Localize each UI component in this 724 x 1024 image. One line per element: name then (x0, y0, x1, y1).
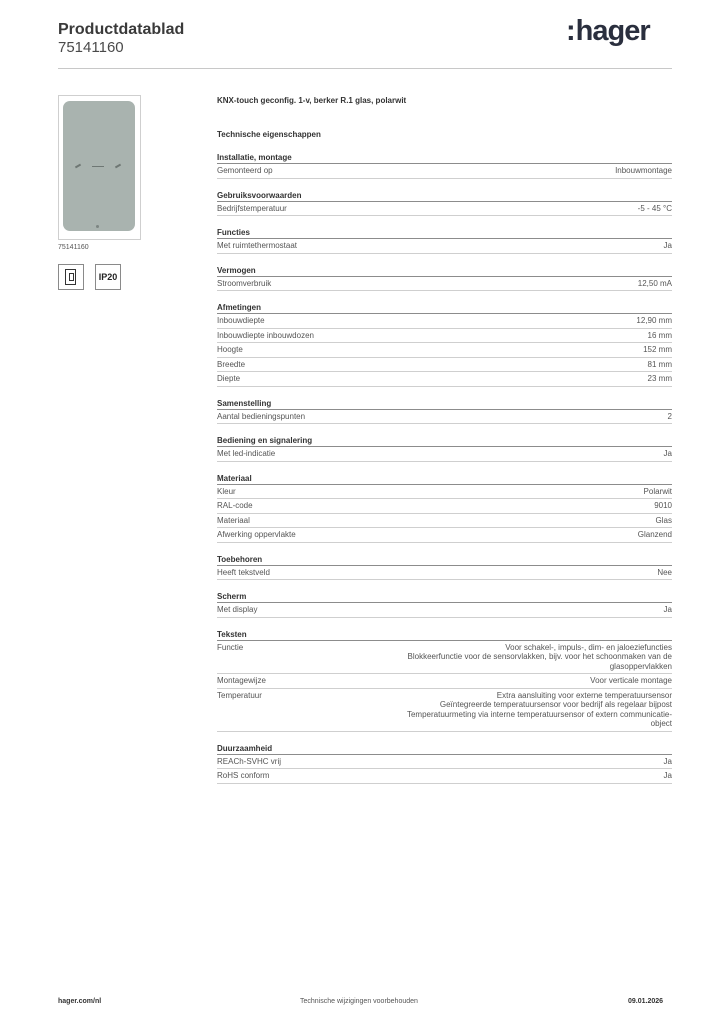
spec-value: Ja (663, 241, 672, 250)
sensor-mark-left (75, 164, 81, 169)
spec-section (217, 592, 672, 618)
product-number: 75141160 (58, 39, 124, 56)
footer-url: hager.com/nl (58, 998, 102, 1005)
section-title: Scherm (217, 592, 672, 603)
header-divider (58, 68, 672, 69)
spec-row (217, 164, 672, 179)
spec-section (217, 630, 672, 732)
spec-value: 81 mm (647, 359, 672, 369)
spec-row (217, 674, 672, 689)
spec-value: Ja (663, 605, 672, 614)
spec-value (408, 643, 672, 672)
section-title: Gebruiksvoorwaarden (217, 191, 672, 202)
section-title: Installatie, montage (217, 153, 672, 164)
spec-value-line: Temperatuurmeting via interne temperatuursensor of extern communicatie- (406, 709, 672, 719)
spec-label: Temperatuur (217, 690, 262, 700)
spec-label: Functie (217, 642, 244, 652)
spec-row (217, 447, 672, 462)
spec-table (217, 96, 672, 784)
spec-label: RAL-code (217, 501, 253, 510)
spec-row (217, 343, 672, 358)
spec-value: 152 mm (643, 345, 672, 354)
spec-label: Montagewijze (217, 676, 266, 685)
hager-logo: :hager (566, 15, 650, 47)
image-caption: 75141160 (58, 244, 89, 251)
spec-section (217, 303, 672, 387)
footer-note: Technische wijzigingen voorbehouden (300, 998, 418, 1005)
spec-label: Breedte (217, 359, 246, 369)
spec-label: Materiaal (217, 515, 250, 525)
spec-row (217, 755, 672, 770)
spec-value-line: Geïntegreerde temperatuursensor voor bedrijf als regelaar bijpost (439, 700, 672, 709)
spec-value-line: object (650, 719, 672, 728)
sensor-dash (92, 166, 104, 167)
spec-label: Aantal bedieningspunten (217, 411, 306, 421)
spec-row (217, 689, 672, 732)
spec-label: Met display (217, 605, 258, 614)
spec-value: 12,90 mm (636, 316, 672, 325)
ip-rating-icon: IP20 (95, 264, 121, 290)
spec-label: Kleur (217, 486, 236, 496)
section-title: Teksten (217, 630, 672, 641)
spec-row (217, 499, 672, 514)
spec-row (217, 202, 672, 217)
spec-label: Gemonteerd op (217, 166, 273, 175)
spec-label: Heeft tekstveld (217, 567, 270, 577)
spec-value: Voor verticale montage (590, 676, 672, 685)
spec-value: Nee (657, 567, 672, 577)
spec-value: Glas (655, 515, 672, 525)
spec-value: 16 mm (647, 330, 672, 340)
spec-section (217, 153, 672, 179)
led-dot (96, 225, 99, 228)
footer-date: 09.01.2026 (628, 998, 664, 1005)
spec-value: 23 mm (647, 374, 672, 383)
spec-row (217, 277, 672, 292)
spec-row (217, 314, 672, 329)
spec-value (407, 691, 672, 729)
spec-value: Inbouwmontage (615, 166, 672, 175)
spec-section (217, 474, 672, 543)
spec-value: 9010 (654, 501, 672, 510)
flush-mounting-icon (58, 264, 84, 290)
spec-row (217, 358, 672, 373)
section-title: Functies (217, 228, 672, 239)
spec-row (217, 769, 672, 784)
section-title: Materiaal (217, 474, 672, 485)
spec-label: Inbouwdiepte (217, 316, 265, 325)
spec-section (217, 555, 672, 581)
spec-label: Met ruimtethermostaat (217, 241, 298, 250)
spec-value: Ja (663, 449, 672, 458)
product-image (58, 95, 141, 240)
spec-section (217, 191, 672, 217)
sensor-mark-right (115, 164, 121, 169)
knx-touch-panel-picture (63, 101, 135, 231)
section-title: Afmetingen (217, 303, 672, 314)
spec-label: Inbouwdiepte inbouwdozen (217, 330, 314, 340)
spec-value: Ja (663, 771, 672, 780)
section-title: Bediening en signalering (217, 436, 672, 447)
spec-label: RoHS conform (217, 771, 270, 780)
product-name: KNX-touch geconfig. 1-v, berker R.1 glas, polarwit (217, 96, 407, 105)
spec-section (217, 228, 672, 254)
spec-label: Stroomverbruik (217, 278, 272, 288)
spec-label: Hoogte (217, 345, 243, 354)
spec-value: 2 (667, 411, 672, 421)
spec-row (217, 528, 672, 543)
spec-value-line: glasoppervlakken (609, 661, 672, 671)
section-title: Toebehoren (217, 555, 672, 566)
spec-section (217, 266, 672, 292)
spec-value-line: Blokkeerfunctie voor de sensorvlakken, bijv. voor het schoonmaken van de (407, 652, 672, 661)
section-title: Samenstelling (217, 399, 672, 410)
spec-value-line: Extra aansluiting voor externe temperatuursensor (496, 690, 672, 700)
spec-row (217, 603, 672, 618)
spec-row (217, 641, 672, 675)
spec-value: 12,50 mA (637, 278, 672, 288)
page-title: Productdatablad (58, 21, 185, 38)
spec-value: Glanzend (637, 530, 672, 539)
spec-section (217, 436, 672, 462)
spec-value: -5 - 45 °C (637, 203, 672, 213)
spec-label: Met led-indicatie (217, 449, 276, 458)
spec-label: Afwerking oppervlakte (217, 530, 296, 539)
spec-row (217, 485, 672, 500)
spec-row (217, 372, 672, 387)
technical-properties-heading: Technische eigenschappen (217, 130, 321, 139)
spec-row (217, 410, 672, 425)
spec-row (217, 239, 672, 254)
spec-section (217, 399, 672, 425)
spec-label: Diepte (217, 374, 241, 383)
section-title: Vermogen (217, 266, 672, 277)
spec-row (217, 329, 672, 344)
spec-value: Ja (663, 756, 672, 766)
section-title: Duurzaamheid (217, 744, 672, 755)
spec-value: Polarwit (643, 486, 672, 496)
spec-section (217, 744, 672, 784)
spec-row (217, 566, 672, 581)
spec-row (217, 514, 672, 529)
spec-label: Bedrijfstemperatuur (217, 203, 287, 213)
spec-label: REACh-SVHC vrij (217, 756, 282, 766)
spec-value-line: Voor schakel-, impuls-, dim- en jaloeziefuncties (505, 642, 672, 652)
